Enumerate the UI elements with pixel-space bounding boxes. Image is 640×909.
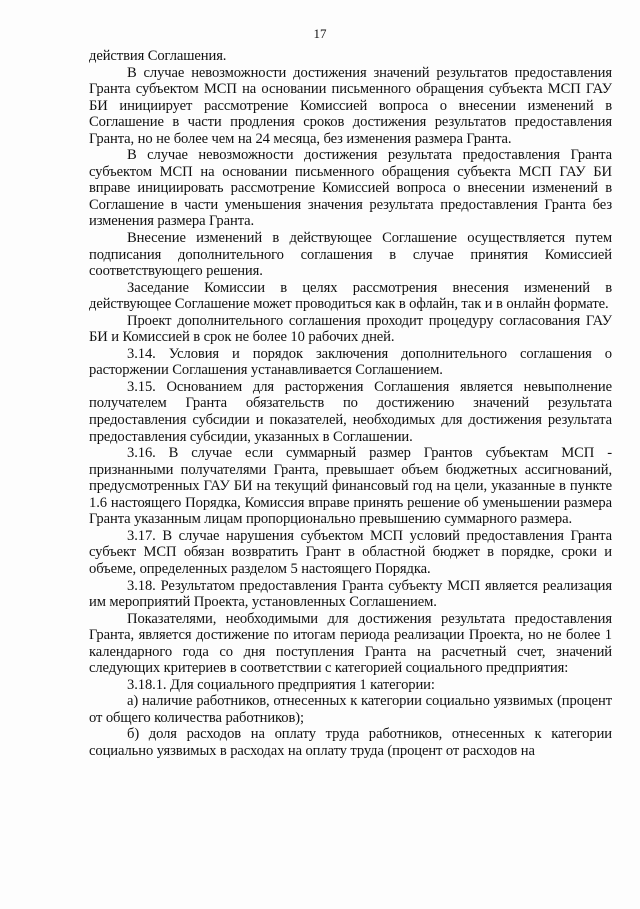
paragraph-3-16: 3.16. В случае если суммарный размер Грантов субъектам МСП - признанными получателями Гранта, превышает объем бюджетных ассигнований, предусмотренных ГАУ БИ на текущий финансовый год на цели, указанные в пункте 1.6 настоящего Порядка, Комиссия вправе принять решение об уменьшении размера Гранта указанным лицам пропорционально превышению суммарного размера. <box>89 445 612 528</box>
paragraph-draft-approval: Проект дополнительного соглашения проходит процедуру согласования ГАУ БИ и Комиссией в срок не более 10 рабочих дней. <box>89 312 612 346</box>
paragraph-3-15: 3.15. Основанием для расторжения Соглашения является невыполнение получателем Гранта обязательств по достижению значений результата предоставления субсидии и показателей, необходимых для достижения результата предоставления субсидии, указанных в Соглашении. <box>89 378 612 445</box>
paragraph-3-18: 3.18. Результатом предоставления Гранта субъекту МСП является реализация им мероприятий Проекта, установленных Соглашением. <box>89 577 612 611</box>
paragraph-item-b: б) доля расходов на оплату труда работников, отнесенных к категории социально уязвимых в расходах на оплату труда (процент от расходов на <box>89 726 612 759</box>
paragraph-continuation: действия Соглашения. <box>89 48 227 64</box>
paragraph-extension-deadline: В случае невозможности достижения значений результатов предоставления Гранта субъектом МСП на основании письменного обращения субъекта МСП ГАУ БИ инициирует рассмотрение Комиссией вопроса о внесении изменений в Соглашение в части продления сроков достижения результатов предоставления Гранта, но не более чем на 24 месяца, без изменения размера Гранта. <box>89 64 612 147</box>
paragraph-amendment-procedure: Внесение изменений в действующее Соглашение осуществляется путем подписания дополнительного соглашения в случае принятия Комиссией соответствующего решения. <box>89 230 612 280</box>
page-number: 17 <box>313 26 327 41</box>
paragraph-indicators: Показателями, необходимыми для достижения результата предоставления Гранта, является достижение по итогам периода реализации Проекта, но не более 1 календарного года со дня поступления Гранта на расчетный счет, значений следующих критериев в соответствии с категорией социального предприятия: <box>89 610 612 677</box>
document-body <box>89 48 612 760</box>
paragraph-3-17: 3.17. В случае нарушения субъектом МСП условий предоставления Гранта субъект МСП обязан возвратить Грант в областной бюджет в порядке, сроки и объеме, определенных разделом 5 настоящего Порядка. <box>89 527 612 577</box>
paragraph-commission-meeting: Заседание Комиссии в целях рассмотрения внесения изменений в действующее Соглашение может проводиться как в офлайн, так и в онлайн формате. <box>89 279 612 313</box>
paragraph-3-18-1: 3.18.1. Для социального предприятия 1 категории: <box>127 676 435 693</box>
paragraph-3-14: 3.14. Условия и порядок заключения дополнительного соглашения о расторжении Соглашения устанавливается Соглашением. <box>89 345 612 379</box>
paragraph-item-a: а) наличие работников, отнесенных к категории социально уязвимых (процент от общего количества работников); <box>89 693 612 726</box>
paragraph-result-reduction: В случае невозможности достижения результата предоставления Гранта субъектом МСП на основании письменного обращения субъекта МСП ГАУ БИ вправе инициировать рассмотрение Комиссией вопроса о внесении изменений в Соглашение в части уменьшения значения результата предоставления Гранта без изменения размера Гранта. <box>89 147 612 230</box>
